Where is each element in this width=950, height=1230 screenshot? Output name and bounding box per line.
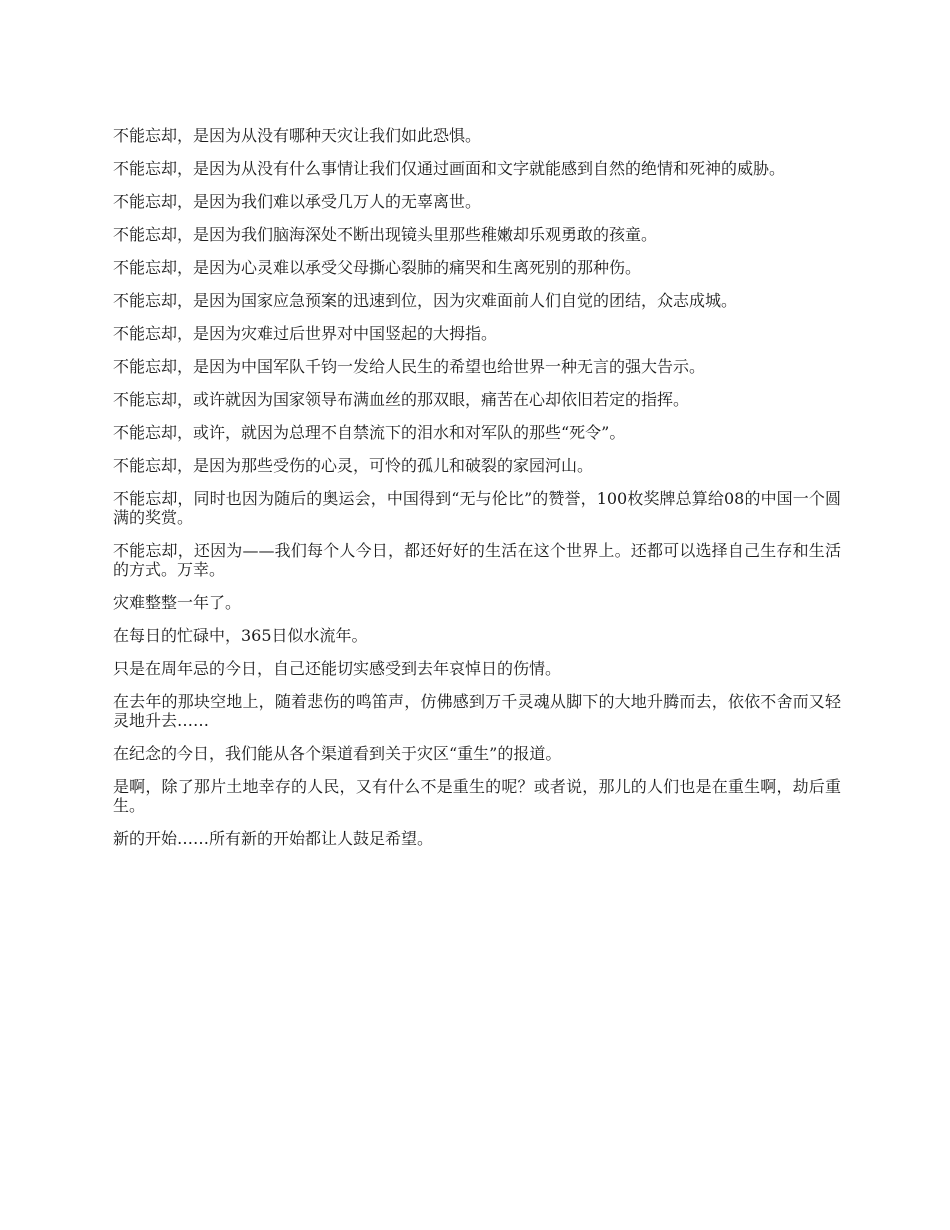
- paragraph-4: 不能忘却，是因为我们脑海深处不断出现镜头里那些稚嫩却乐观勇敢的孩童。: [113, 225, 658, 244]
- paragraph-19: 是啊，除了那片土地幸存的人民，又有什么不是重生的呢？或者说，那儿的人们也是在重生啊，劫后重生。: [113, 777, 841, 815]
- paragraph-3: 不能忘却，是因为我们难以承受几万人的无辜离世。: [113, 192, 482, 211]
- paragraph-5: 不能忘却，是因为心灵难以承受父母撕心裂肺的痛哭和生离死别的那种伤。: [113, 258, 642, 277]
- paragraph-10: 不能忘却，或许，就因为总理不自禁流下的泪水和对军队的那些“死令”。: [113, 423, 626, 442]
- paragraph-8: 不能忘却，是因为中国军队千钧一发给人民生的希望也给世界一种无言的强大告示。: [113, 357, 706, 376]
- paragraph-6: 不能忘却，是因为国家应急预案的迅速到位，因为灾难面前人们自觉的团结，众志成城。: [113, 291, 738, 310]
- paragraph-17: 在去年的那块空地上，随着悲伤的鸣笛声，仿佛感到万千灵魂从脚下的大地升腾而去，依依不舍而又轻灵地升去……: [113, 692, 841, 730]
- paragraph-13: 不能忘却，还因为——我们每个人今日，都还好好的生活在这个世界上。还都可以选择自己生存和生活的方式。万幸。: [113, 541, 841, 579]
- paragraph-9: 不能忘却，或许就因为国家领导布满血丝的那双眼，痛苦在心却依旧若定的指挥。: [113, 390, 690, 409]
- paragraph-18: 在纪念的今日，我们能从各个渠道看到关于灾区“重生”的报道。: [113, 744, 562, 763]
- paragraph-16: 只是在周年忌的今日，自己还能切实感受到去年哀悼日的伤情。: [113, 659, 562, 678]
- paragraph-12: 不能忘却，同时也因为随后的奥运会，中国得到“无与伦比”的赞誉，100枚奖牌总算给08的中国一个圆满的奖赏。: [113, 489, 841, 527]
- paragraph-11: 不能忘却，是因为那些受伤的心灵，可怜的孤儿和破裂的家园河山。: [113, 456, 594, 475]
- paragraph-2: 不能忘却，是因为从没有什么事情让我们仅通过画面和文字就能感到自然的绝情和死神的威胁。: [113, 159, 786, 178]
- document-body: [113, 126, 841, 862]
- paragraph-7: 不能忘却，是因为灾难过后世界对中国竖起的大拇指。: [113, 324, 498, 343]
- paragraph-20: 新的开始……所有新的开始都让人鼓足希望。: [113, 829, 434, 848]
- paragraph-15: 在每日的忙碌中，365日似水流年。: [113, 626, 368, 645]
- paragraph-14: 灾难整整一年了。: [113, 593, 242, 612]
- paragraph-1: 不能忘却，是因为从没有哪种天灾让我们如此恐惧。: [113, 126, 482, 145]
